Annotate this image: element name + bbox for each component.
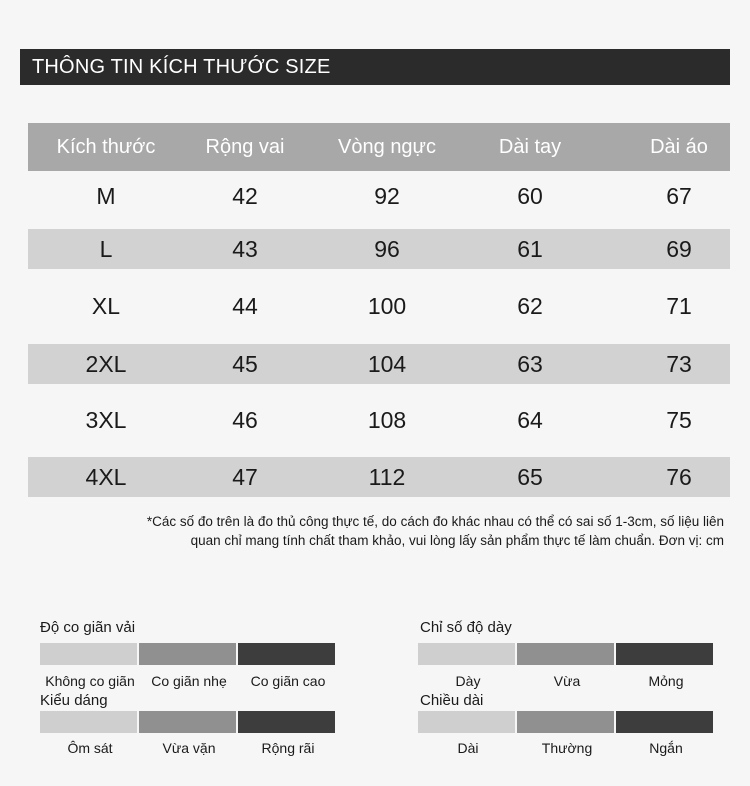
scale-swatch (40, 643, 137, 665)
scale-swatch (517, 643, 614, 665)
scale-label: Không co giãn (45, 673, 135, 689)
table-cell: 64 (517, 407, 543, 433)
table-cell: 60 (517, 182, 543, 209)
table-cell: 61 (517, 235, 543, 262)
scale-swatch (238, 711, 335, 733)
table-cell: 69 (666, 235, 692, 262)
scale-label: Thường (541, 740, 593, 756)
scale-swatch (139, 643, 236, 665)
scale-label: Co giãn cao (250, 673, 326, 689)
scale-swatch (418, 643, 515, 665)
table-cell: 43 (232, 235, 258, 262)
column-header: Dài tay (498, 135, 562, 158)
note-line: *Các số đo trên là đo thủ công thực tế, do cách đo khác nhau có thể có sai số 1-3cm, số liệu liên (146, 514, 724, 529)
elasticity-scale (40, 643, 337, 665)
column-header: Dài áo (650, 135, 708, 158)
note-line: quan chỉ mang tính chất tham khảo, vui lòng lấy sản phẩm thực tế làm chuẩn. Đơn vị: cm (190, 533, 724, 548)
table-cell: 4XL (85, 463, 127, 490)
table-cell: 46 (232, 407, 258, 433)
scale-label: Co giãn nhẹ (151, 673, 227, 689)
scale-swatch (418, 711, 515, 733)
page-title: THÔNG TIN KÍCH THƯỚC SIZE (32, 56, 331, 78)
table-cell: 45 (232, 350, 258, 377)
table-cell: 71 (666, 293, 692, 319)
scale-label: Vừa (553, 673, 581, 689)
scale-label: Rộng rãi (261, 740, 315, 756)
scale-swatch (517, 711, 614, 733)
column-header: Rộng vai (205, 135, 285, 158)
length-title: Chiều dài (420, 692, 484, 709)
table-cell: 108 (367, 407, 407, 433)
fit-scale (40, 711, 337, 733)
scale-label: Dày (455, 673, 481, 689)
scale-label: Ngắn (649, 740, 683, 756)
table-cell: 112 (368, 463, 406, 490)
scale-label: Ôm sát (67, 740, 113, 756)
table-cell: 42 (232, 182, 258, 209)
table-row (28, 229, 730, 269)
table-cell: 100 (367, 293, 407, 319)
table-cell: 63 (517, 350, 543, 377)
table-cell: 104 (367, 350, 407, 377)
measurement-note (60, 512, 724, 550)
table-header-row (28, 123, 730, 171)
scale-swatch (139, 711, 236, 733)
scale-swatch (616, 711, 713, 733)
table-cell: 65 (517, 463, 543, 490)
thickness-title: Chỉ số độ dày (420, 619, 512, 636)
column-header: Vòng ngực (338, 135, 436, 158)
scale-swatch (40, 711, 137, 733)
length-scale (418, 711, 715, 733)
table-row (28, 344, 730, 384)
table-cell: 67 (666, 182, 692, 209)
table-cell: 76 (666, 463, 692, 490)
table-cell: 2XL (85, 350, 127, 377)
table-cell: XL (91, 293, 121, 319)
thickness-scale (418, 643, 715, 665)
scale-label: Mỏng (648, 673, 684, 689)
header-bar (20, 49, 730, 85)
table-cell: 3XL (85, 407, 127, 433)
table-cell: 44 (232, 293, 258, 319)
table-row (28, 269, 730, 344)
table-cell: 96 (374, 235, 400, 262)
table-cell: M (96, 182, 116, 209)
table-cell: 62 (517, 293, 543, 319)
size-table (28, 123, 730, 497)
table-cell: 47 (232, 463, 258, 490)
scale-label: Vừa vặn (162, 740, 216, 756)
scale-label: Dài (457, 740, 479, 756)
table-cell: 92 (374, 182, 400, 209)
table-cell: L (99, 235, 113, 262)
table-row (28, 384, 730, 457)
scale-swatch (616, 643, 713, 665)
elasticity-title: Độ co giãn vải (40, 619, 136, 636)
scale-swatch (238, 643, 335, 665)
table-row (28, 171, 730, 221)
table-cell: 73 (666, 350, 692, 377)
table-row (28, 457, 730, 497)
fit-title: Kiểu dáng (40, 692, 108, 709)
column-header: Kích thước (56, 135, 156, 158)
table-cell: 75 (666, 407, 692, 433)
